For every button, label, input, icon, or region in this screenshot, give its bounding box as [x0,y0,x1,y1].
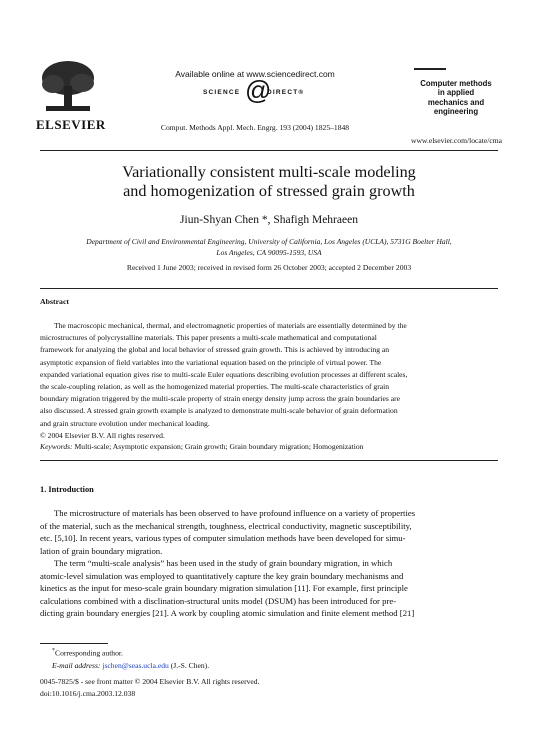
sciencedirect-left: SCIENCE [203,89,241,96]
footnote [52,645,492,672]
journal-url[interactable]: www.elsevier.com/locate/cma [410,136,502,145]
affiliation: Department of Civil and Environmental Engineering, University of California, Los Angeles (UCLA), 5731G Boelter Hall, Los Angeles, CA 90095-1593, USA [86,237,452,257]
abstract-top-rule [40,288,498,289]
header-rule [40,150,498,151]
copyright-line: © 2004 Elsevier B.V. All rights reserved. [40,430,165,440]
abstract-bottom-rule [40,460,498,461]
publisher-logo-text: ELSEVIER [36,117,106,132]
email-link[interactable]: jschen@seas.ucla.edu [102,660,169,670]
paper-title: Variationally consistent multi-scale modeling and homogenization of stressed grain growth [122,163,416,200]
email-line [52,660,492,672]
elsevier-tree-logo [38,56,98,118]
front-matter-footer [40,676,500,700]
footnote-rule [40,643,108,644]
issn-line: 0045-7825/$ - see front matter © 2004 Elsevier B.V. All rights reserved. [40,677,260,686]
sciencedirect-logo [195,75,325,108]
sciencedirect-right: DIRECT® [267,89,305,96]
keywords-text: Multi-scale; Asymptotic expansion; Grain growth; Grain boundary migration; Homogenization [74,442,364,451]
journal-citation: Comput. Methods Appl. Mech. Engrg. 193 (2004) 1825–1848 [160,123,350,132]
introduction-body: The microstructure of materials has been observed to have profound influence on a variety of properties of the material, such as the mechanical strength, toughness, electrical conductivity, magnetic susceptibility, etc. [5,10]. In recent years, various types of computer simulation methods have been developed for simu- lation of grain boundary migration. The term “multi-scale analysis” has been used in the study of grain boundary migration, in which atomic-level simulation was employed to quantitatively capture the key grain boundary mechanisms and kinetics as the input for meso-scale grain boundary migration simulation [11]. For example, first principle calculations combined with a disclination-structural units model (DSUM) has been introduced for pre- dicting grain boundary energies [21]. A work by coupling atomic simulation and finite element method [21] [40,508,416,619]
available-online-text: Available online at www.sciencedirect.com [175,69,335,79]
sciencedirect-at-icon: @ [245,75,272,105]
journal-top-bar [414,68,446,70]
received-dates: Received 1 June 2003; received in revised form 26 October 2003; accepted 2 December 2003 [126,263,412,272]
keywords-label: Keywords: [40,442,73,451]
journal-title-box [410,63,502,127]
abstract-heading: Abstract [40,297,70,306]
section-heading: 1. Introduction [40,485,94,494]
keywords [40,441,498,453]
email-label: E-mail address: [52,660,101,670]
doi-line[interactable]: doi:10.1016/j.cma.2003.12.038 [40,689,136,699]
authors: Jiun-Shyan Chen *, Shafigh Mehraeen [180,214,358,226]
email-suffix: (J.-S. Chen). [170,660,210,670]
abstract-body: The macroscopic mechanical, thermal, and electromagnetic properties of materials are essentially determined by the microstructures of polycrystalline materials. This paper presents a multi-scale mathematical and computational framework for analyzing the global and local behavior of stressed grain growth. This is achieved by introducing an asymptotic expansion of field variables into the variational equation based on the principle of virtual power. The expanded variational equation gives rise to multi-scale Euler equations describing evolution processes at different scales, the scale-coupling relation, as well as the homogenized material properties. The multi-scale characteristics of grain boundary migration triggered by the multi-scale property of strain energy density jump across the grain boundaries are also discussed. A stressed grain growth example is analyzed to demonstrate multi-scale behavior of grain deformation and grain structure evolution under mechanical loading. © 2004 Elsevier B.V. All rights reserved. [40,320,498,442]
journal-title: Computer methods in applied mechanics and engineering [420,79,492,117]
footnote-marker: * [52,648,55,654]
corresponding-author: *Corresponding author. [52,648,123,658]
